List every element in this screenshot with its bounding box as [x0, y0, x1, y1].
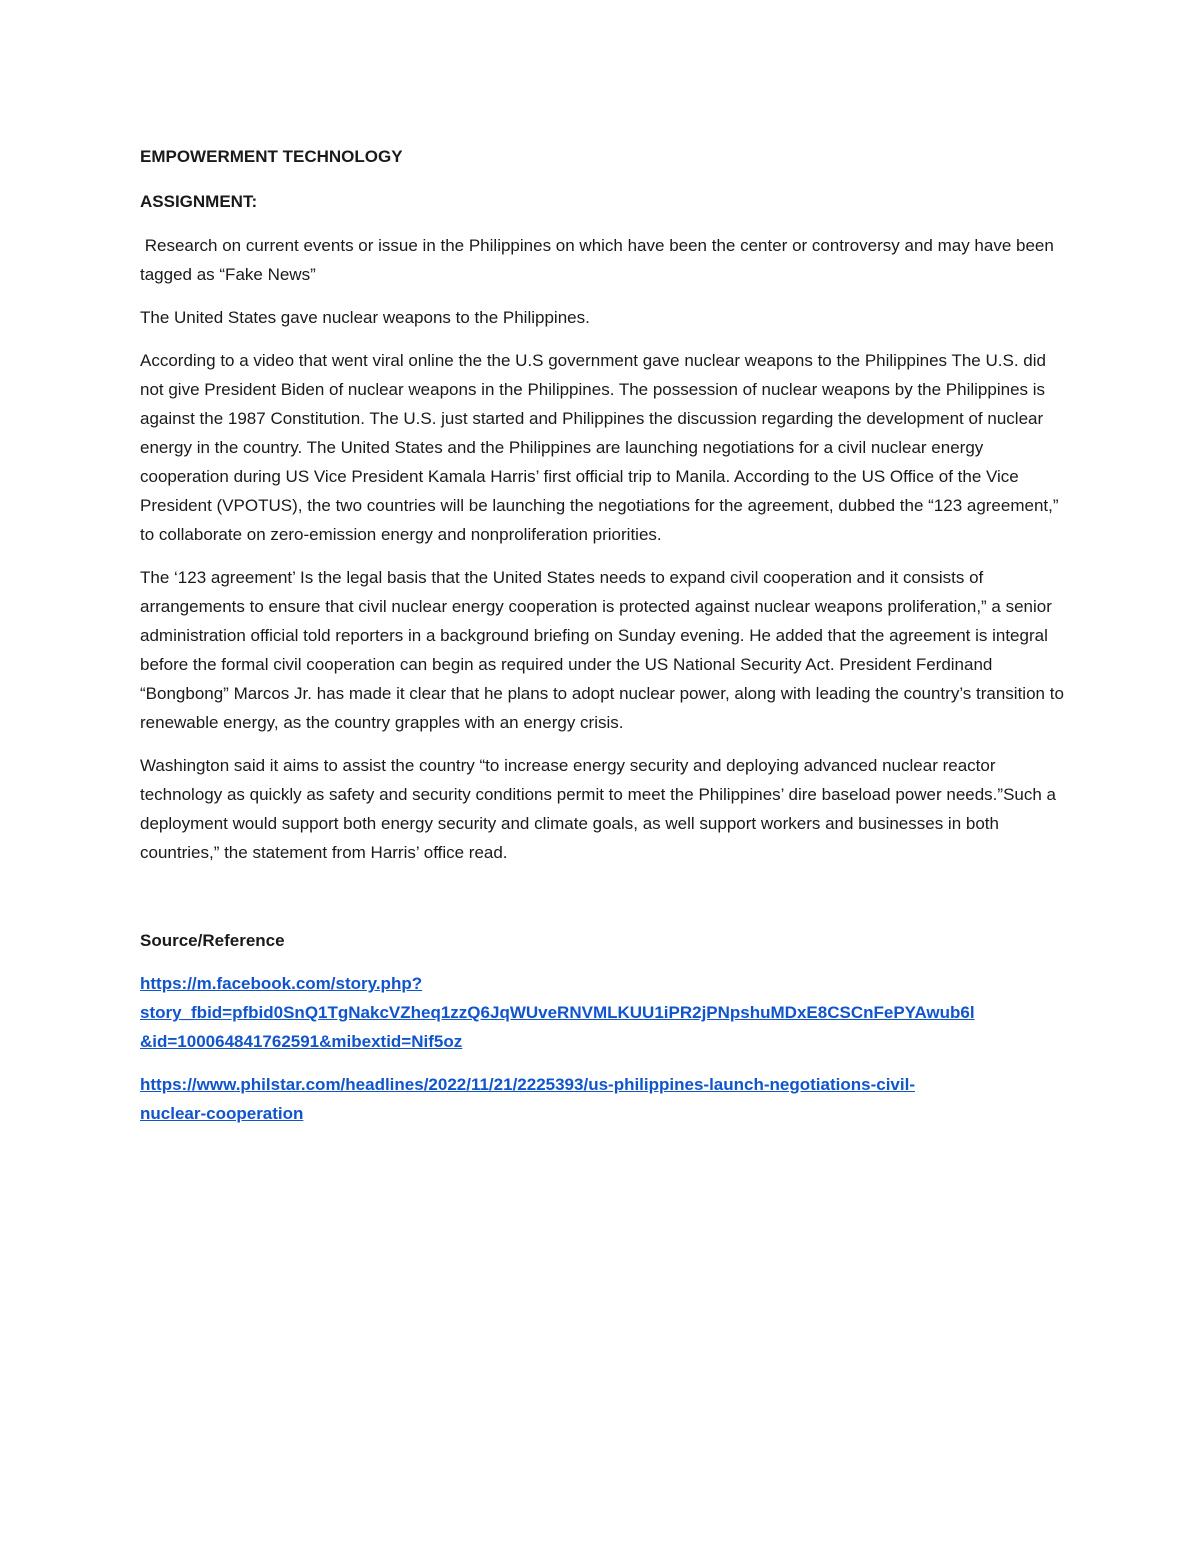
section-spacer	[140, 881, 1070, 926]
assignment-prompt: Research on current events or issue in the Philippines on which have been the center or controversy and may have been tagged as “Fake News”	[140, 236, 1059, 284]
reference-link-facebook-line3[interactable]: &id=100064841762591&mibextid=Nif5oz	[140, 1032, 463, 1051]
reference-link-facebook-line1[interactable]: https://m.facebook.com/story.php?	[140, 974, 423, 993]
reference-link-facebook-line2[interactable]: story_fbid=pfbid0SnQ1TgNakcVZheq1zzQ6JqWUveRNVMLKUU1iPR2jPNpshuMDxE8CSCnFePYAwub6l	[140, 1003, 975, 1022]
claim-statement: The United States gave nuclear weapons to the Philippines.	[140, 308, 590, 327]
assignment-label: ASSIGNMENT:	[140, 192, 258, 211]
reference-link-facebook[interactable]	[140, 969, 1070, 1056]
body-paragraph-2: The ‘123 agreement’ Is the legal basis that the United States needs to expand civil cooperation and it consists of arrangements to ensure that civil nuclear energy cooperation is protected against nuclear weapons proliferation,” a senior administration official told reporters in a background briefing on Sunday evening. He added that the agreement is integral before the formal civil cooperation can begin as required under the US National Security Act. President Ferdinand “Bongbong” Marcos Jr. has made it clear that he plans to adopt nuclear power, along with leading the country’s transition to renewable energy, as the country grapples with an energy crisis.	[140, 568, 1064, 732]
source-heading: Source/Reference	[140, 931, 285, 950]
reference-link-philstar-line2[interactable]: nuclear-cooperation	[140, 1104, 304, 1123]
document-title: EMPOWERMENT TECHNOLOGY	[140, 147, 403, 166]
reference-link-philstar-line1[interactable]: https://www.philstar.com/headlines/2022/11/21/2225393/us-philippines-launch-negotiations-civil-	[140, 1075, 915, 1094]
document-page	[140, 142, 1070, 1142]
reference-link-philstar[interactable]	[140, 1070, 1070, 1128]
body-paragraph-1: According to a video that went viral online the the U.S government gave nuclear weapons to the Philippines The U.S. did not give President Biden of nuclear weapons in the Philippines. The possession of nuclear weapons by the Philippines is against the 1987 Constitution. The U.S. just started and Philippines the discussion regarding the development of nuclear energy in the country. The United States and the Philippines are launching negotiations for a civil nuclear energy cooperation during US Vice President Kamala Harris’ first official trip to Manila. According to the US Office of the Vice President (VPOTUS), the two countries will be launching the negotiations for the agreement, dubbed the “123 agreement,” to collaborate on zero-emission energy and nonproliferation priorities.	[140, 351, 1059, 544]
body-paragraph-3: Washington said it aims to assist the country “to increase energy security and deploying advanced nuclear reactor technology as quickly as safety and security conditions permit to meet the Philippines’ dire baseload power needs.”Such a deployment would support both energy security and climate goals, as well support workers and businesses in both countries,” the statement from Harris’ office read.	[140, 756, 1056, 862]
